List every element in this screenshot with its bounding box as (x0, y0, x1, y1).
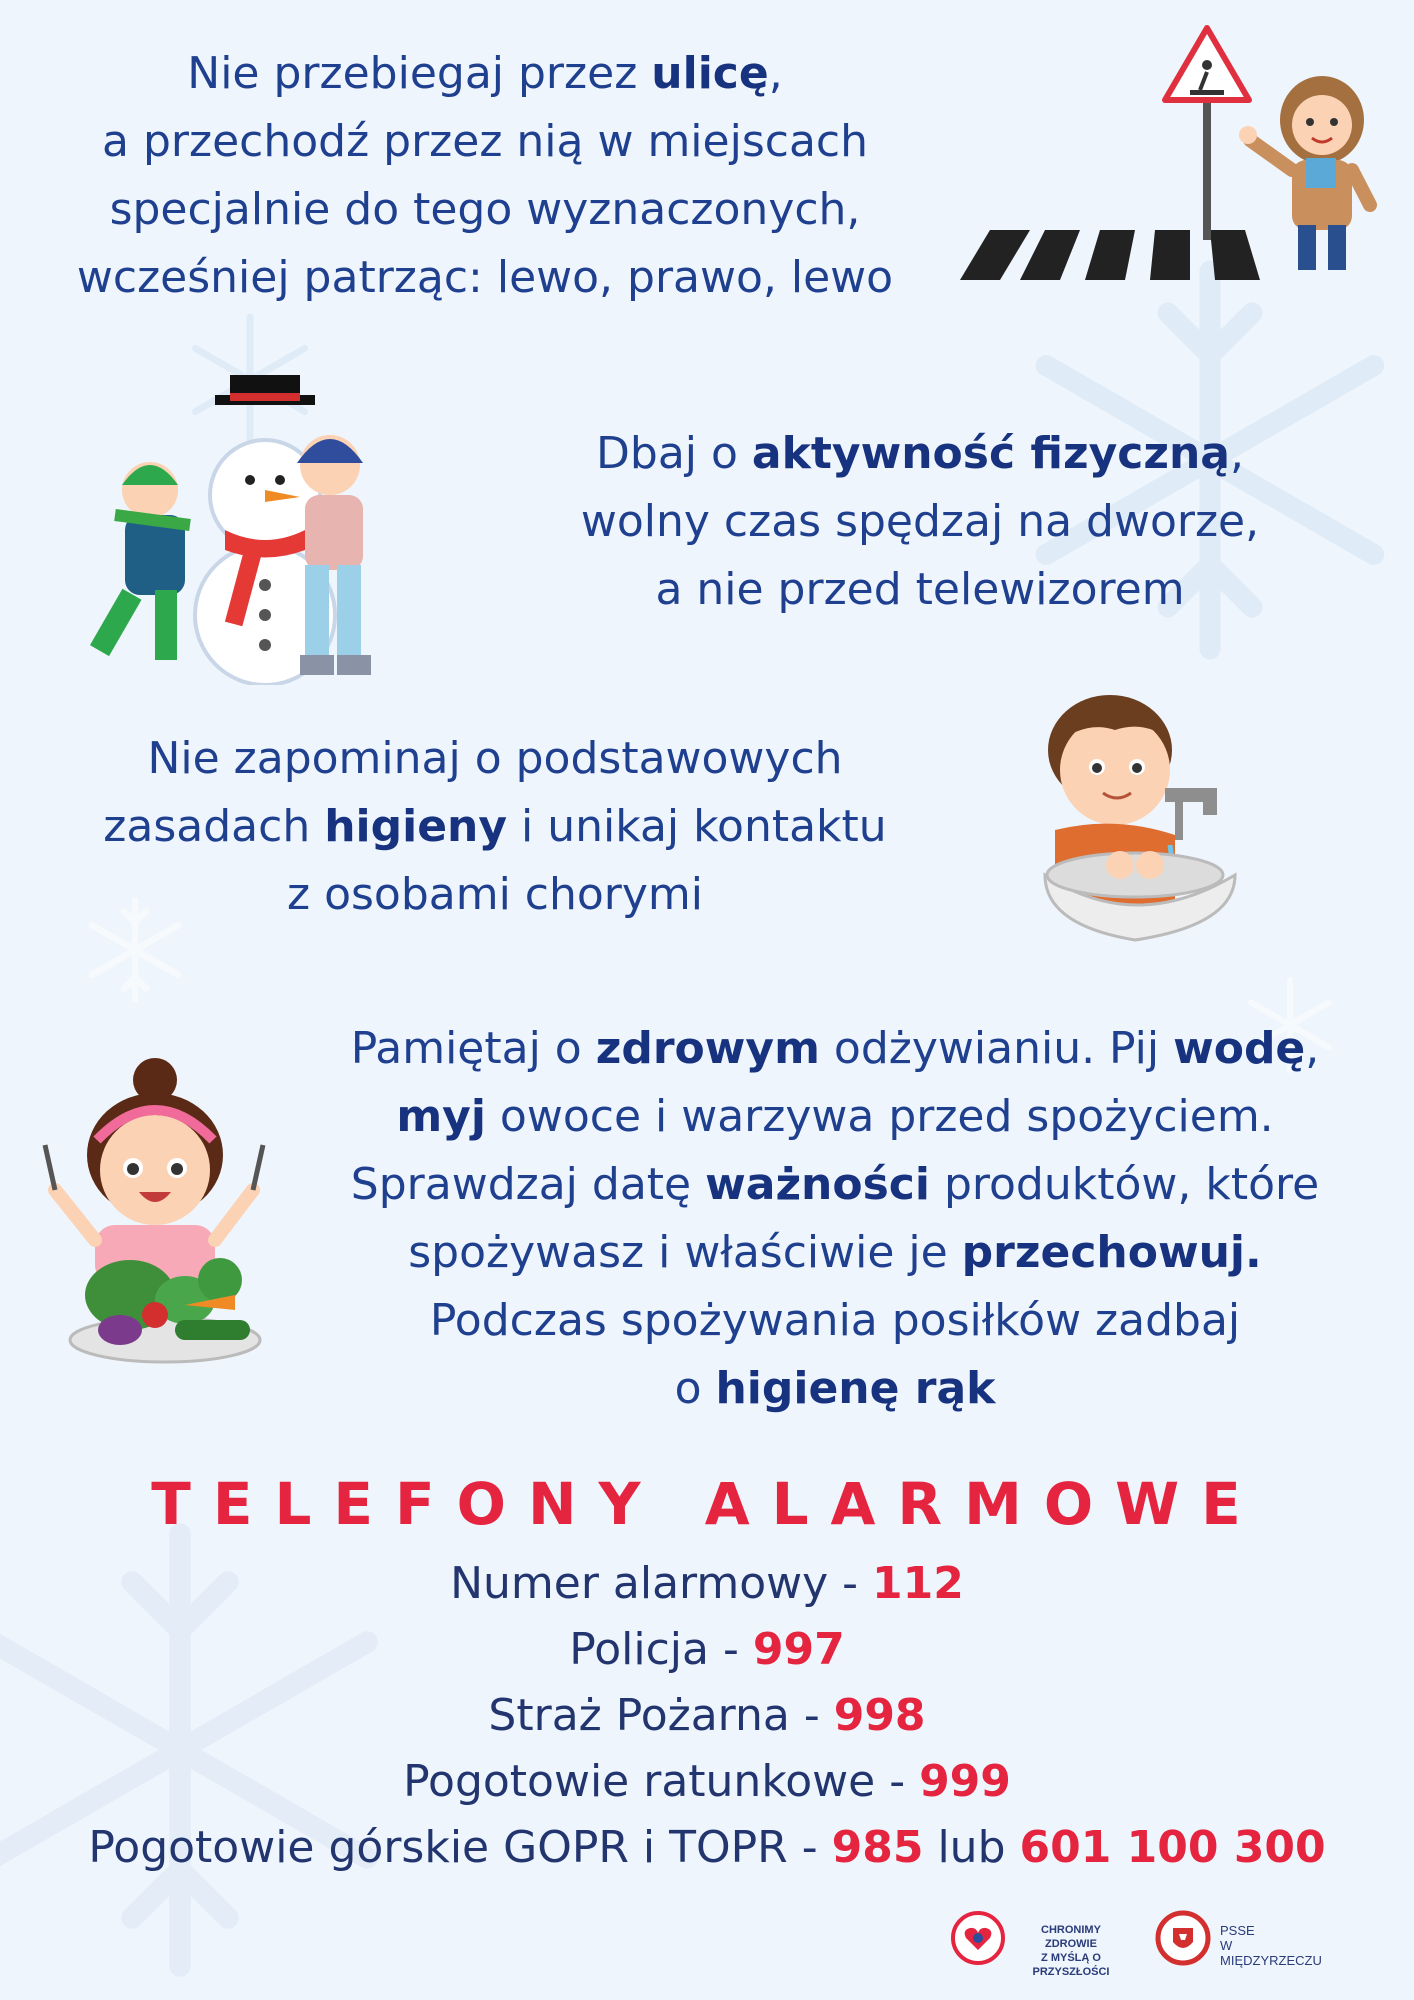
text-segment: wcześniej patrząc: lewo, prawo, lewo (76, 252, 894, 303)
phone-label: Pogotowie górskie GOPR i TOPR - (88, 1822, 832, 1873)
phone-connector: lub (923, 1822, 1020, 1873)
text-segment: i unikaj kontaktu (507, 801, 887, 852)
physical-activity-text (440, 420, 1400, 624)
phone-number: 997 (752, 1624, 845, 1675)
emphasis-text: myj (396, 1091, 486, 1142)
text-segment: a przechodź przez nią w miejscach (102, 116, 868, 167)
street-safety-text (20, 40, 950, 312)
text-line (440, 420, 1400, 488)
text-line (20, 40, 950, 108)
text-segment: Pamiętaj o (350, 1023, 596, 1074)
text-line (20, 861, 970, 929)
text-segment: Dbaj o (596, 428, 752, 479)
logo-text-line: Z MYŚLĄ O PRZYSZŁOŚCI (1032, 1952, 1110, 1978)
text-segment: spożywasz i właściwie je (408, 1227, 962, 1278)
kids-snowman-illustration (75, 375, 405, 685)
text-segment: produktów, które (929, 1159, 1320, 1210)
phone-line-police (0, 1624, 1414, 1675)
text-segment: z osobami chorymi (286, 869, 704, 920)
text-segment: Sprawdzaj datę (350, 1159, 706, 1210)
text-line (20, 793, 970, 861)
phone-line-mountain-rescue (0, 1822, 1414, 1873)
heart-shield-logo-icon (950, 1910, 1006, 1966)
text-line (20, 108, 950, 176)
text-segment: Podczas spożywania posiłków zadbaj (429, 1295, 1241, 1346)
text-segment: , (1305, 1023, 1320, 1074)
emphasis-text: ulicę (651, 48, 769, 99)
logo-text-line: CHRONIMY ZDROWIE (1041, 1924, 1101, 1950)
phone-label: Pogotowie ratunkowe - (403, 1756, 920, 1807)
phone-line-fire-brigade (0, 1690, 1414, 1741)
text-segment: , (1229, 428, 1244, 479)
boy-washing-hands-illustration (1025, 675, 1245, 950)
logo-text-line: W MIĘDZYRZECZU (1220, 1938, 1322, 1968)
emphasis-text: higieny (324, 801, 508, 852)
text-line (440, 488, 1400, 556)
emphasis-text: wodę (1173, 1023, 1306, 1074)
text-segment: Nie przebiegaj przez (187, 48, 652, 99)
text-segment: , (768, 48, 783, 99)
phone-line-ambulance (0, 1756, 1414, 1807)
phone-label: Policja - (569, 1624, 753, 1675)
text-line (270, 1355, 1400, 1423)
text-segment: specjalnie do tego wyznaczonych, (109, 184, 861, 235)
text-line (20, 725, 970, 793)
text-segment: Nie zapominaj o podstawowych (147, 733, 843, 784)
hygiene-text (20, 725, 970, 929)
text-line (20, 176, 950, 244)
sanitary-inspection-emblem-icon (1155, 1910, 1211, 1966)
phone-number: 985 (831, 1822, 924, 1873)
text-segment: o (674, 1363, 716, 1414)
emphasis-text: przechowuj. (961, 1227, 1262, 1278)
text-line (270, 1015, 1400, 1083)
phone-number: 999 (919, 1756, 1011, 1807)
emergency-phones-title: TELEFONY ALARMOWE (151, 1470, 1263, 1538)
text-line (270, 1083, 1400, 1151)
text-line (270, 1287, 1400, 1355)
phone-line-emergency (0, 1558, 1414, 1609)
emphasis-text: zdrowym (595, 1023, 820, 1074)
text-line (20, 244, 950, 312)
phone-number: 998 (833, 1690, 926, 1741)
text-line (270, 1219, 1400, 1287)
logo-text-line: PSSE (1220, 1923, 1255, 1938)
phone-number-alt: 601 100 300 (1019, 1822, 1326, 1873)
emphasis-text: higienę rąk (715, 1363, 996, 1414)
footer-logos (950, 1905, 1330, 1978)
text-segment: zasadach (103, 801, 325, 852)
pedestrian-crossing-illustration (960, 20, 1400, 290)
text-segment: wolny czas spędzaj na dworze, (580, 496, 1260, 547)
phone-label: Straż Pożarna - (488, 1690, 834, 1741)
text-line (270, 1151, 1400, 1219)
emphasis-text: aktywność fizyczną (751, 428, 1230, 479)
text-segment: a nie przed telewizorem (655, 564, 1185, 615)
phone-label: Numer alarmowy - (450, 1558, 873, 1609)
text-line (440, 556, 1400, 624)
healthy-nutrition-text (270, 1015, 1400, 1423)
girl-with-vegetables-illustration (35, 1040, 275, 1370)
text-segment: odżywianiu. Pij (819, 1023, 1174, 1074)
text-segment: owoce i warzywa przed spożyciem. (485, 1091, 1274, 1142)
phone-number: 112 (872, 1558, 964, 1609)
emphasis-text: ważności (705, 1159, 930, 1210)
